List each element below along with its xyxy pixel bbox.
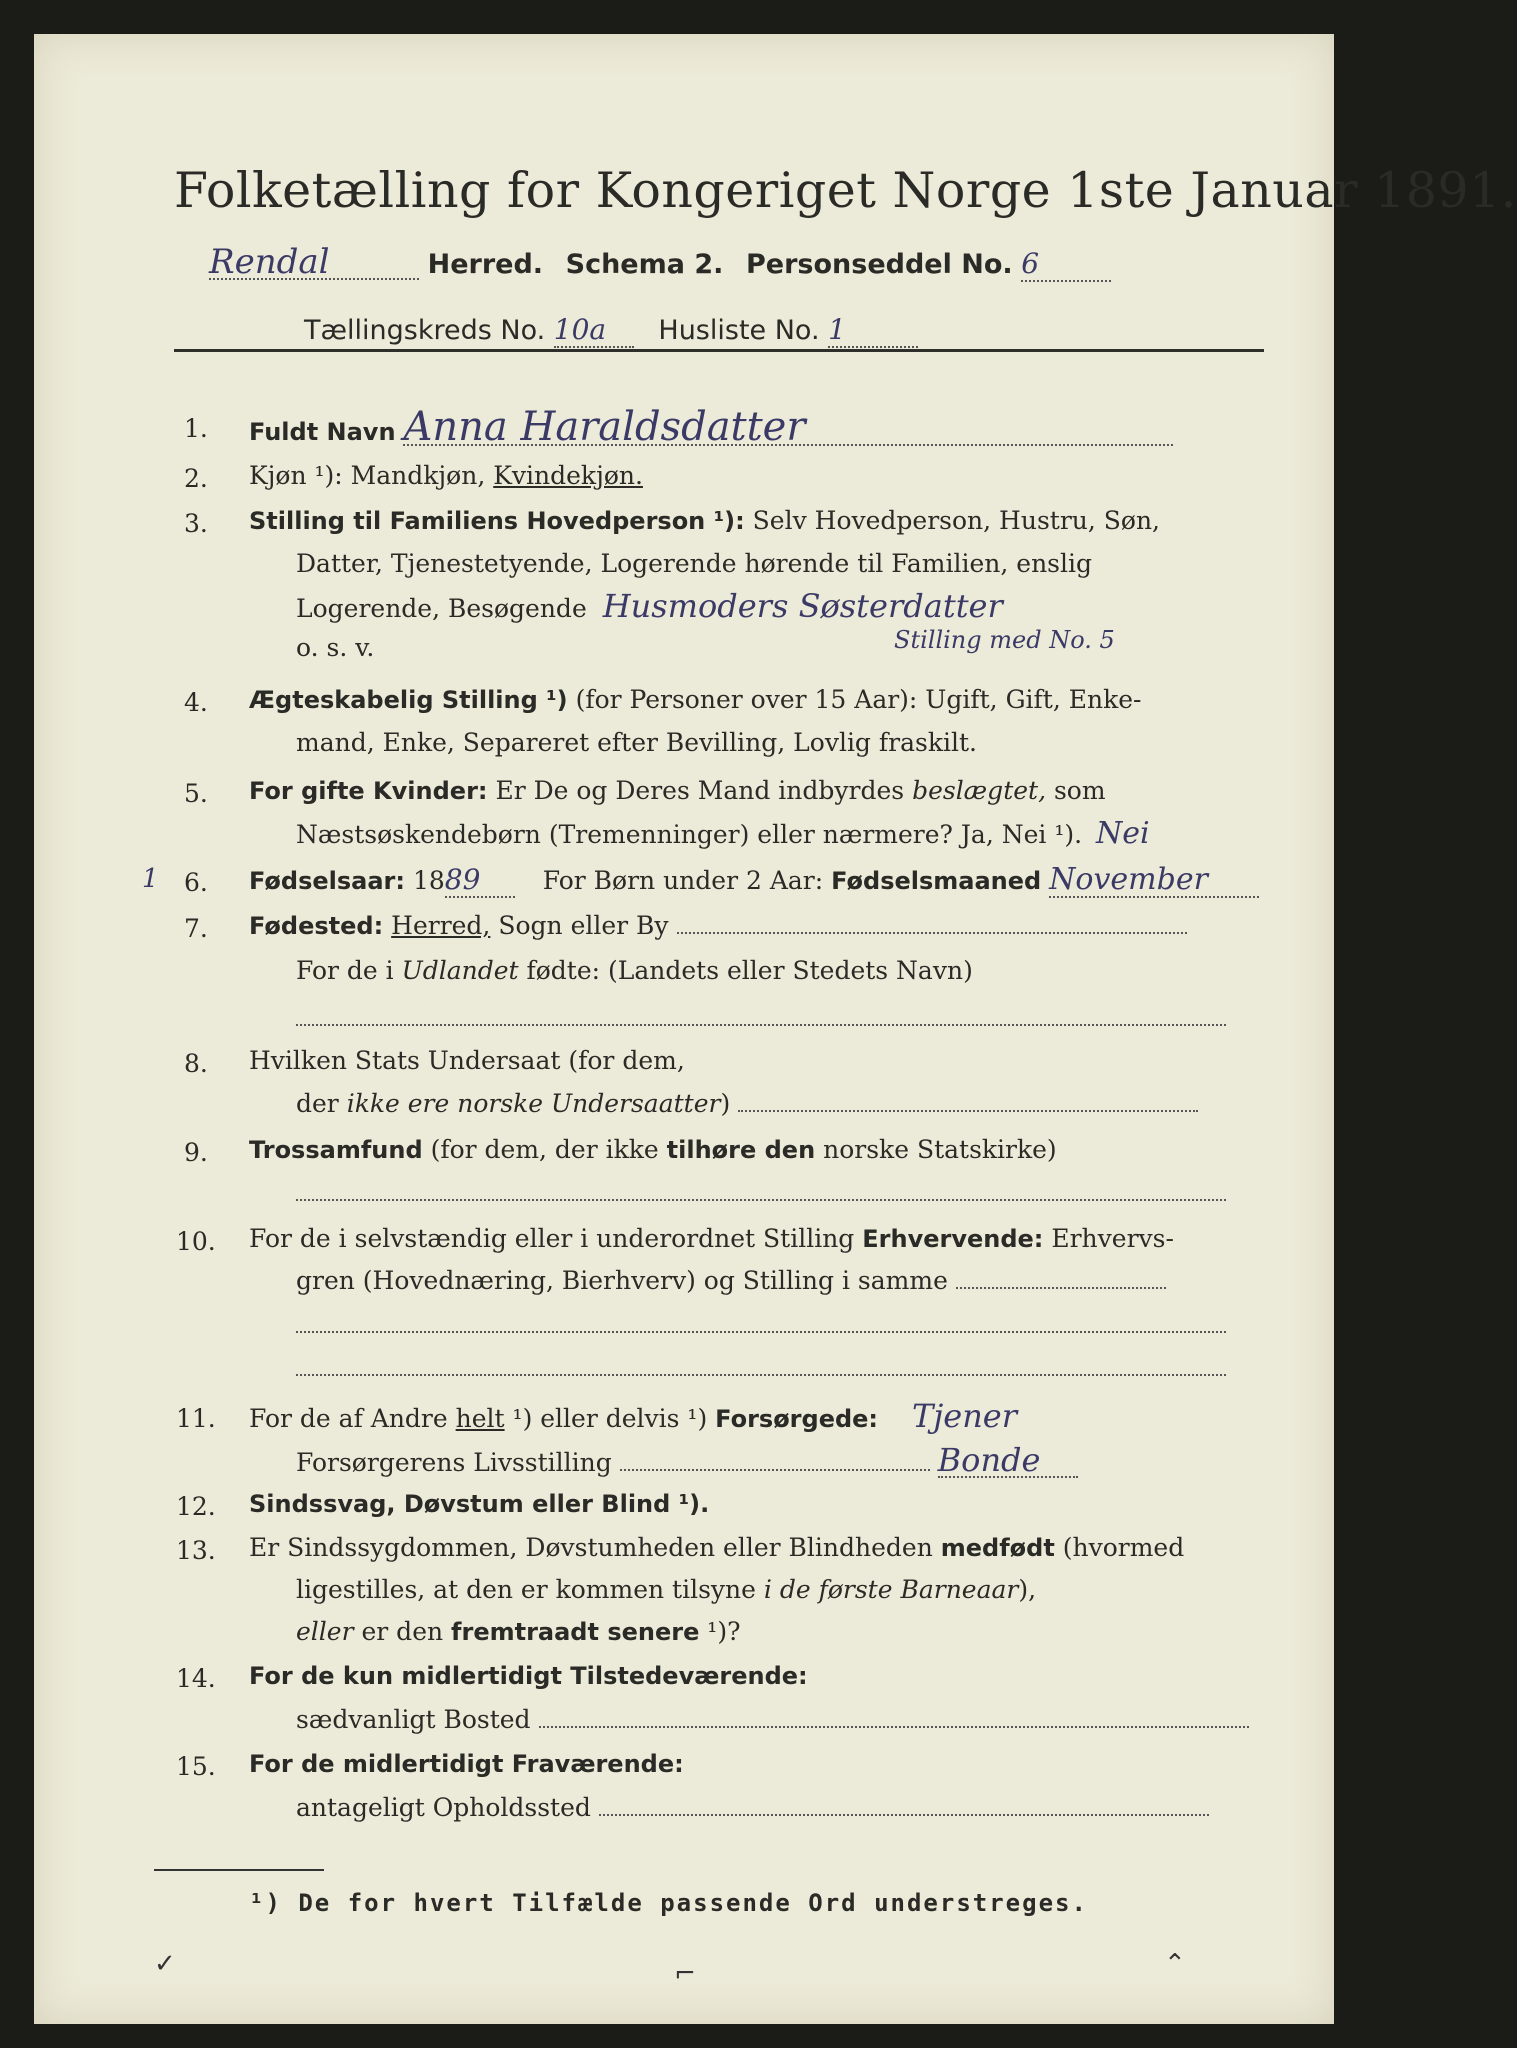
q11-line2 (296, 1441, 1078, 1479)
q13-line3-a: er den (353, 1617, 452, 1646)
q10-answer-line2 (296, 1331, 1226, 1333)
q7-answer-line2 (296, 1024, 1226, 1026)
q11-number: 11. (176, 1404, 216, 1433)
husliste-label: Husliste No. (658, 315, 820, 346)
q9-number: 9. (184, 1138, 208, 1167)
q5-line1-mid: Er De og Deres Mand indbyrdes (487, 776, 913, 805)
q10-line1 (249, 1223, 1174, 1255)
q11-line1-underlined: helt (455, 1404, 505, 1433)
q6-line (249, 864, 1259, 898)
q8-answer-line (738, 1110, 1198, 1112)
q6-mid: For Børn under 2 Aar: (542, 866, 824, 895)
q5-answer: Nei (1096, 816, 1150, 851)
q3-line3 (296, 587, 1003, 625)
q15-line2 (296, 1792, 1209, 1824)
q11-line1 (249, 1397, 1018, 1435)
q7-answer-line (677, 932, 1187, 934)
q14-line2 (296, 1704, 1249, 1736)
q12-label: Sindssvag, Døvstum eller Blind ¹). (249, 1490, 710, 1518)
kreds-number: 10a (554, 314, 634, 348)
q3-label: Stilling til Familiens Hovedperson ¹): (249, 507, 745, 535)
q13-line3 (296, 1616, 741, 1648)
herred-label: Herred. (427, 249, 544, 280)
q4-line1-rest: (for Personer over 15 Aar): Ugift, Gift, Enke- (567, 685, 1142, 714)
q1-answer: Anna Haraldsdatter (403, 410, 1173, 446)
q3-line3-label: Logerende, Besøgende (296, 594, 587, 623)
q6-number: 6. (184, 868, 208, 897)
q7-line2-italic: Udlandet (401, 956, 519, 985)
q8-line2 (296, 1088, 1198, 1120)
q15-answer-line (599, 1814, 1209, 1816)
q10-line1-bold: Erhvervende: (862, 1225, 1044, 1253)
q4-line1 (249, 684, 1141, 716)
header-rule (174, 349, 1264, 352)
q13-line1-a: Er Sindssygdommen, Døvstumheden eller Blindheden (249, 1533, 941, 1562)
herred-answer: Rendal (209, 246, 419, 280)
q5-line1-end: som (1046, 776, 1106, 805)
q10-line2 (296, 1265, 1166, 1297)
q8-line2-b: ) (720, 1089, 731, 1118)
q5-line2 (296, 818, 1150, 851)
q5-line2-text: Næstsøskendebørn (Tremenninger) eller nærmere? Ja, Nei ¹). (296, 820, 1083, 849)
q14-label: For de kun midlertidigt Tilstedeværende: (249, 1662, 808, 1690)
q9-bold2: tilhøre den (666, 1136, 816, 1164)
census-form-page (34, 34, 1517, 2024)
q10-answer-line (956, 1287, 1166, 1289)
q6-margin-mark: 1 (142, 864, 159, 894)
q13-line2 (296, 1574, 1036, 1606)
q8-number: 8. (184, 1049, 208, 1078)
q4-number: 4. (184, 688, 208, 717)
corner-mark-right: ⌃ (1164, 1949, 1186, 1979)
form-title: Folketælling for Kongeriget Norge 1ste Januar 1891. (174, 162, 1517, 219)
q8-line2-a: der (296, 1089, 347, 1118)
q5-label: For gifte Kvinder: (249, 777, 488, 805)
q5-line1-italic: beslægtet, (912, 776, 1047, 805)
q11-answer2: Bonde (938, 1444, 1078, 1478)
q6-label2: Fødselsmaaned (831, 867, 1042, 895)
footnote: ¹) De for hvert Tilfælde passende Ord understreges. (249, 1889, 1088, 1917)
q10-line1-a: For de i selvstændig eller i underordnet Stilling (249, 1224, 863, 1253)
q6-answer: November (1049, 864, 1259, 898)
q15-line2-text: antageligt Opholdssted (296, 1793, 591, 1822)
q15-label: For de midlertidigt Fraværende: (249, 1750, 684, 1778)
q13-line2-italic: i de første Barneaar (763, 1575, 1019, 1604)
q14-answer-line (539, 1726, 1249, 1728)
q1-number: 1. (184, 414, 208, 443)
q2-number: 2. (184, 464, 208, 493)
q13-line3-bold: fremtraadt senere (451, 1618, 700, 1646)
q7-label: Fødested: (249, 912, 384, 940)
q14-line2-text: sædvanligt Bosted (296, 1705, 531, 1734)
q7-line1 (249, 910, 1187, 942)
q8-line1: Hvilken Stats Undersaat (for dem, (249, 1046, 685, 1075)
q7-rest: Sogn eller By (490, 911, 669, 940)
q8-line2-italic: ikke ere norske Undersaatter (346, 1089, 721, 1118)
kreds-label: Tællingskreds No. (304, 315, 546, 346)
q3-line1 (249, 505, 1160, 537)
footnote-rule (154, 1869, 324, 1871)
q2-label: Kjøn ¹): Mandkjøn, (249, 461, 494, 490)
q7-line2 (296, 955, 973, 987)
q5-line1 (249, 775, 1106, 807)
q11-line1-b: ¹) eller delvis ¹) (504, 1404, 716, 1433)
q3-line2: Datter, Tjenestetyende, Logerende hørende til Familien, enslig (296, 549, 1093, 578)
q9-rest: (for dem, der ikke (422, 1135, 667, 1164)
q13-number: 13. (176, 1536, 216, 1565)
q10-line2-text: gren (Hovednæring, Bierhverv) og Stilling i samme (296, 1266, 948, 1295)
q13-line2-b: ), (1018, 1575, 1037, 1604)
q14-number: 14. (176, 1664, 216, 1693)
q3-number: 3. (184, 509, 208, 538)
q2-line (249, 460, 643, 492)
q7-line2-a: For de i (296, 956, 402, 985)
q11-line1-bold: Forsørgede: (715, 1405, 879, 1433)
q13-line1-bold: medfødt (940, 1534, 1055, 1562)
q12-number: 12. (176, 1492, 216, 1521)
kreds-line (304, 314, 918, 348)
q10-number: 10. (176, 1227, 216, 1256)
q9-label: Trossamfund (249, 1136, 423, 1164)
q6-label: Fødselsaar: (249, 867, 405, 895)
q2-underlined: Kvindekjøn. (493, 461, 643, 490)
q11-line1-a: For de af Andre (249, 1404, 456, 1433)
q4-label: Ægteskabelig Stilling ¹) (249, 686, 568, 714)
q11-answer-line (620, 1469, 930, 1471)
q11-answer1: Tjener (911, 1397, 1018, 1435)
q13-line2-a: ligestilles, at den er kommen tilsyne (296, 1575, 764, 1604)
q9-line1 (249, 1134, 1057, 1166)
q4-line2: mand, Enke, Separeret efter Bevilling, Lovlig fraskilt. (296, 728, 977, 757)
q15-number: 15. (176, 1752, 216, 1781)
q3-answer: Husmoders Søsterdatter (602, 587, 1003, 625)
q11-line2-text: Forsørgerens Livsstilling (296, 1448, 612, 1477)
q13-line1-b: (hvormed (1054, 1533, 1185, 1562)
q13-line3-italic: eller (296, 1617, 354, 1646)
q3-line4: o. s. v. (296, 633, 375, 662)
q3-answer2: Stilling med No. 5 (894, 626, 1115, 654)
q6-year-prefix: 18 (412, 866, 445, 895)
q10-line1-b: Erhvervs- (1043, 1224, 1174, 1253)
q7-line2-b: fødte: (Landets eller Stedets Navn) (518, 956, 973, 985)
personseddel-label: Personseddel No. (746, 249, 1013, 280)
q5-number: 5. (184, 779, 208, 808)
q13-line3-b: ¹)? (699, 1617, 741, 1646)
corner-mark-center: ⌐ (674, 1959, 696, 1989)
q10-answer-line3 (296, 1374, 1226, 1376)
personseddel-number: 6 (1021, 248, 1111, 282)
q1-line (249, 404, 1173, 450)
q13-line1 (249, 1532, 1184, 1564)
herred-line (209, 242, 1111, 282)
q3-line1-rest: Selv Hovedperson, Hustru, Søn, (744, 506, 1160, 535)
corner-mark-left: ✓ (154, 1949, 176, 1979)
q9-answer-line (296, 1199, 1226, 1201)
q9-rest2: norske Statskirke) (815, 1135, 1057, 1164)
q7-underlined: Herred, (391, 911, 491, 940)
q1-label: Fuldt Navn (249, 418, 396, 446)
q7-number: 7. (184, 914, 208, 943)
husliste-number: 1 (828, 314, 918, 348)
schema-label: Schema 2. (565, 249, 724, 280)
q6-year-suffix: 89 (445, 864, 515, 898)
